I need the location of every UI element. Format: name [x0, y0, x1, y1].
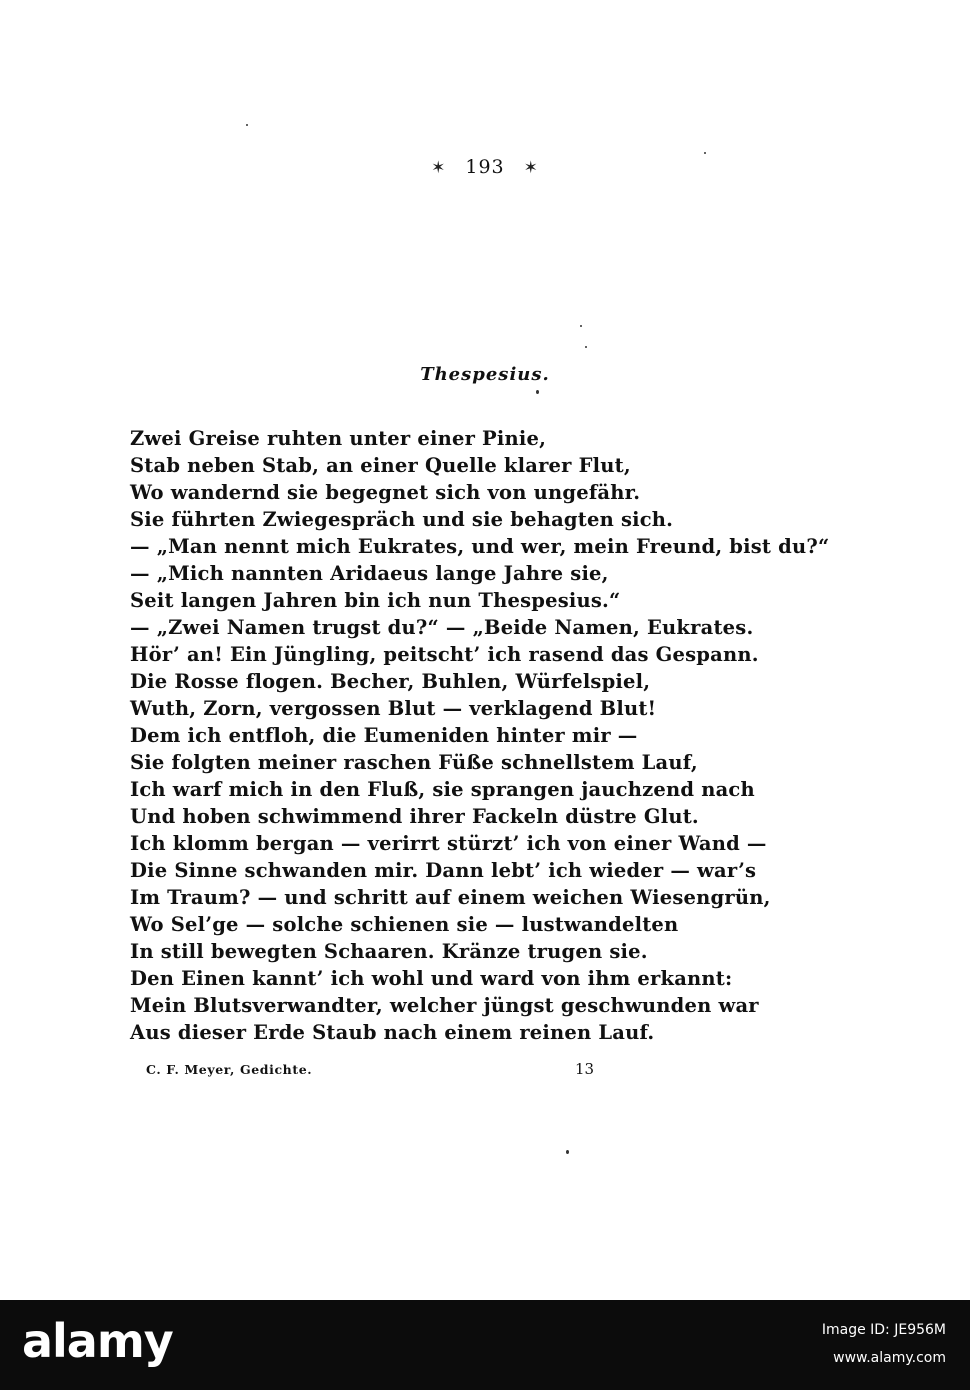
poem-line: Und hoben schwimmend ihrer Fackeln düstre Glut. [130, 805, 699, 828]
print-speck [704, 152, 706, 154]
poem-line: — „Man nennt mich Eukrates, und wer, mein Freund, bist du?“ [130, 535, 830, 558]
watermark-banner [0, 1300, 970, 1390]
poem-line: Ich warf mich in den Fluß, sie sprangen jauchzend nach [130, 778, 755, 801]
poem-line: Sie folgten meiner raschen Füße schnellstem Lauf, [130, 751, 698, 774]
poem-line: Sie führten Zwiegespräch und sie behagten sich. [130, 508, 674, 531]
footer-signature: 13 [575, 1060, 595, 1078]
print-speck [580, 325, 582, 327]
page-number: 193 [465, 156, 505, 178]
poem-line: Wo wandernd sie begegnet sich von ungefähr. [130, 481, 641, 504]
print-speck [566, 1150, 569, 1154]
poem-body [130, 425, 830, 1046]
poem-line: Die Rosse flogen. Becher, Buhlen, Würfelspiel, [130, 670, 651, 693]
print-speck [585, 346, 587, 348]
poem-line: Den Einen kannt’ ich wohl und ward von ihm erkannt: [130, 967, 733, 990]
image-id: Image ID: JE956M [821, 1322, 946, 1338]
poem-line: — „Mich nannten Aridaeus lange Jahre sie, [130, 562, 609, 585]
poem-title: Thespesius. [420, 364, 550, 385]
poem-line: Ich klomm bergan — verirrt stürzt’ ich von einer Wand — [130, 832, 767, 855]
poem-line: Dem ich entfloh, die Eumeniden hinter mir — [130, 724, 638, 747]
poem-line: In still bewegten Schaaren. Kränze trugen sie. [130, 940, 648, 963]
print-speck [536, 390, 539, 394]
page-number-row [0, 156, 970, 178]
ornament-right-icon: ✶ [523, 158, 539, 178]
brand-logo: alamy [22, 1314, 173, 1368]
site-url: www.alamy.com [833, 1350, 946, 1366]
poem-line: Die Sinne schwanden mir. Dann lebt’ ich wieder — war’s [130, 859, 757, 882]
poem-line: Aus dieser Erde Staub nach einem reinen Lauf. [130, 1021, 655, 1044]
poem-line: Mein Blutsverwandter, welcher jüngst geschwunden war [130, 994, 759, 1017]
poem-line: Seit langen Jahren bin ich nun Thespesius.“ [130, 589, 621, 612]
poem-line: Wo Sel’ge — solche schienen sie — lustwandelten [130, 913, 679, 936]
poem-line: Hör’ an! Ein Jüngling, peitscht’ ich rasend das Gespann. [130, 643, 759, 666]
poem-line: — „Zwei Namen trugst du?“ — „Beide Namen, Eukrates. [130, 616, 754, 639]
print-speck [246, 124, 248, 126]
poem-line: Im Traum? — und schritt auf einem weichen Wiesengrün, [130, 886, 771, 909]
poem-line: Wuth, Zorn, vergossen Blut — verklagend Blut! [130, 697, 657, 720]
poem-line: Stab neben Stab, an einer Quelle klarer Flut, [130, 454, 631, 477]
ornament-left-icon: ✶ [431, 158, 447, 178]
poem-line: Zwei Greise ruhten unter einer Pinie, [130, 427, 547, 450]
footer-author: C. F. Meyer, Gedichte. [146, 1062, 313, 1077]
